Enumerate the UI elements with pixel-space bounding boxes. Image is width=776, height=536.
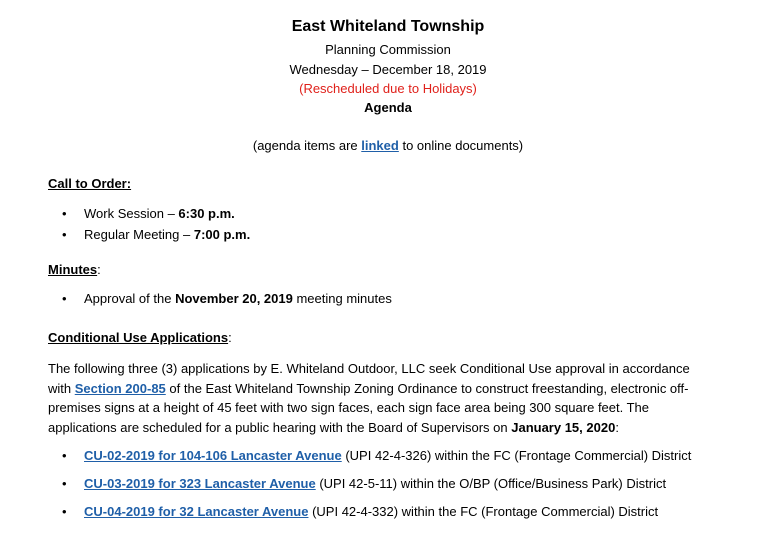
meeting-date: Wednesday – December 18, 2019: [289, 62, 487, 77]
paragraph-line-2-suffix: of the East Whiteland Township Zoning Ordinance to construct freestanding, electronic off-: [165, 380, 689, 396]
call-to-order-heading-text: Call to Order:: [48, 176, 132, 191]
reschedule-note: (Rescheduled due to Holidays): [299, 81, 477, 96]
bullet-icon: •: [62, 206, 67, 221]
minutes-item-prefix: Approval of the: [84, 291, 176, 306]
document-title: East Whiteland Township: [291, 18, 485, 35]
cu-02-2019-text: (UPI 42-4-326) within the FC (Frontage Commercial) District: [341, 448, 692, 463]
work-session-time: 6:30 p.m.: [178, 206, 235, 221]
bullet-icon: •: [62, 476, 67, 491]
bullet-icon: •: [62, 291, 67, 306]
call-to-order-heading: [48, 175, 131, 193]
bullet-icon: •: [62, 448, 67, 463]
minutes-item-suffix: meeting minutes: [292, 291, 392, 306]
section-200-85-link[interactable]: Section 200-85: [74, 380, 166, 396]
paragraph-line-3: premises signs at a height of 45 feet with two sign faces, each sign face area being 300 square feet. The: [48, 400, 650, 415]
regular-meeting-time: 7:00 p.m.: [193, 227, 251, 242]
minutes-heading-text: Minutes: [48, 262, 98, 277]
list-item: [62, 447, 691, 465]
minutes-heading: [48, 261, 101, 279]
paragraph-line-4-suffix: :: [615, 419, 619, 435]
cu-04-2019-link[interactable]: CU-04-2019 for 32 Lancaster Avenue: [84, 504, 309, 519]
linked-link[interactable]: linked: [361, 138, 399, 153]
conditional-use-heading: [48, 329, 232, 347]
agenda-label: Agenda: [364, 100, 412, 115]
linked-note: [0, 137, 776, 155]
bullet-icon: •: [62, 227, 67, 242]
regular-meeting-label: Regular Meeting –: [84, 227, 194, 242]
paragraph-line-4-prefix: applications are scheduled for a public hearing with the Board of Supervisors on: [48, 419, 512, 435]
list-item: [62, 475, 666, 493]
paragraph-line-4: [48, 418, 748, 438]
list-item: [62, 503, 658, 521]
cu-03-2019-text: (UPI 42-5-11) within the O/BP (Office/Business Park) District: [315, 476, 667, 491]
commission-name: Planning Commission: [325, 42, 451, 57]
list-item: [62, 226, 250, 244]
hearing-date: January 15, 2020: [511, 419, 616, 435]
paragraph-line-2-prefix: with: [48, 380, 75, 396]
conditional-use-paragraph: [48, 359, 748, 437]
conditional-use-heading-text: Conditional Use Applications: [48, 330, 229, 345]
linked-note-suffix: to online documents): [398, 138, 524, 153]
minutes-item-date: November 20, 2019: [175, 291, 293, 306]
work-session-label: Work Session –: [84, 206, 179, 221]
bullet-icon: •: [62, 504, 67, 519]
linked-note-prefix: (agenda items are: [252, 138, 362, 153]
minutes-heading-colon: :: [97, 262, 101, 277]
cu-02-2019-link[interactable]: CU-02-2019 for 104-106 Lancaster Avenue: [84, 448, 342, 463]
list-item: [62, 205, 235, 223]
conditional-use-heading-colon: :: [228, 330, 232, 345]
cu-03-2019-link[interactable]: CU-03-2019 for 323 Lancaster Avenue: [84, 476, 316, 491]
paragraph-line-2: [48, 379, 748, 399]
list-item: [62, 290, 392, 308]
paragraph-line-1: The following three (3) applications by E. Whiteland Outdoor, LLC seek Conditional Use approval in accordance: [48, 361, 690, 376]
cu-04-2019-text: (UPI 42-4-332) within the FC (Frontage Commercial) District: [308, 504, 659, 519]
